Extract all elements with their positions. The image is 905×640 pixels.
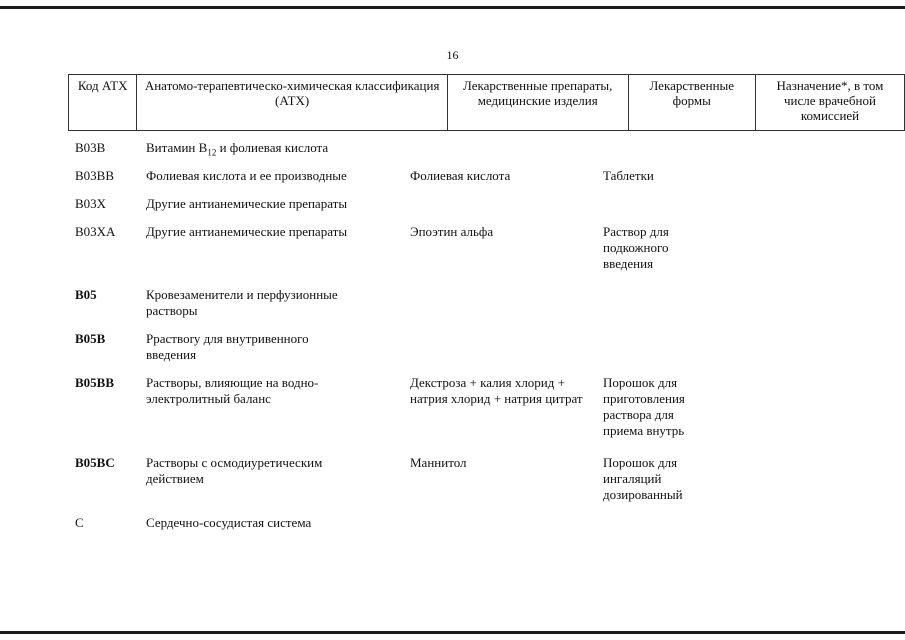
row-name: Растворы с осмодиуретическим действием	[146, 455, 323, 486]
row-code: B05	[75, 287, 97, 302]
row-form: Раствор для подкожного введения	[603, 224, 669, 271]
bottom-rule	[0, 631, 905, 634]
row-name: Кровезаменители и перфузионные растворы	[146, 287, 338, 318]
table-header	[68, 74, 905, 131]
header-forms: Лекарственные формы	[628, 75, 755, 131]
row-form: Таблетки	[603, 168, 654, 183]
row-code: B05BC	[75, 455, 115, 470]
page-number: 16	[446, 48, 459, 62]
row-code: B05BB	[75, 375, 115, 390]
row-drug: Фолиевая кислота	[410, 168, 511, 183]
top-rule	[0, 6, 905, 9]
row-code: B03B	[75, 140, 106, 155]
header-classification: Анатомо-терапевтическо-химическая классификация (АТХ)	[137, 75, 447, 131]
row-drug: Декстроза + калия хлорид + натрия хлорид + натрия цитрат	[410, 375, 583, 406]
row-code: B05B	[75, 331, 106, 346]
row-drug: Эпоэтин альфа	[410, 224, 494, 239]
header-code: Код АТХ	[69, 75, 137, 131]
row-code: B03XA	[75, 224, 116, 239]
row-name: Рраствory для внутривенного введения	[146, 331, 309, 362]
row-name: Растворы, влияющие на водно-электролитный баланс	[146, 375, 319, 406]
header-purpose: Назначение*, в том числе врачебной комиссией	[755, 75, 904, 131]
header-drugs: Лекарственные препараты, медицинские изделия	[447, 75, 628, 131]
row-drug: Маннитол	[410, 455, 467, 470]
row-code: C	[75, 515, 84, 530]
row-name: Другие антианемические препараты	[146, 224, 348, 239]
row-name: Витамин $B_{12}$ и фолиевая кислота	[146, 140, 329, 158]
row-name: Фолиевая кислота и ее производные	[146, 168, 347, 183]
row-name: Другие антианемические препараты	[146, 196, 348, 211]
row-form: Порошок для приготовления раствора для приема внутрь	[603, 375, 685, 438]
row-code: B03BB	[75, 168, 115, 183]
row-code: B03X	[75, 196, 107, 211]
row-name: Сердечно-сосудистая система	[146, 515, 312, 530]
row-form: Порошок для ингаляций дозированный	[603, 455, 683, 502]
